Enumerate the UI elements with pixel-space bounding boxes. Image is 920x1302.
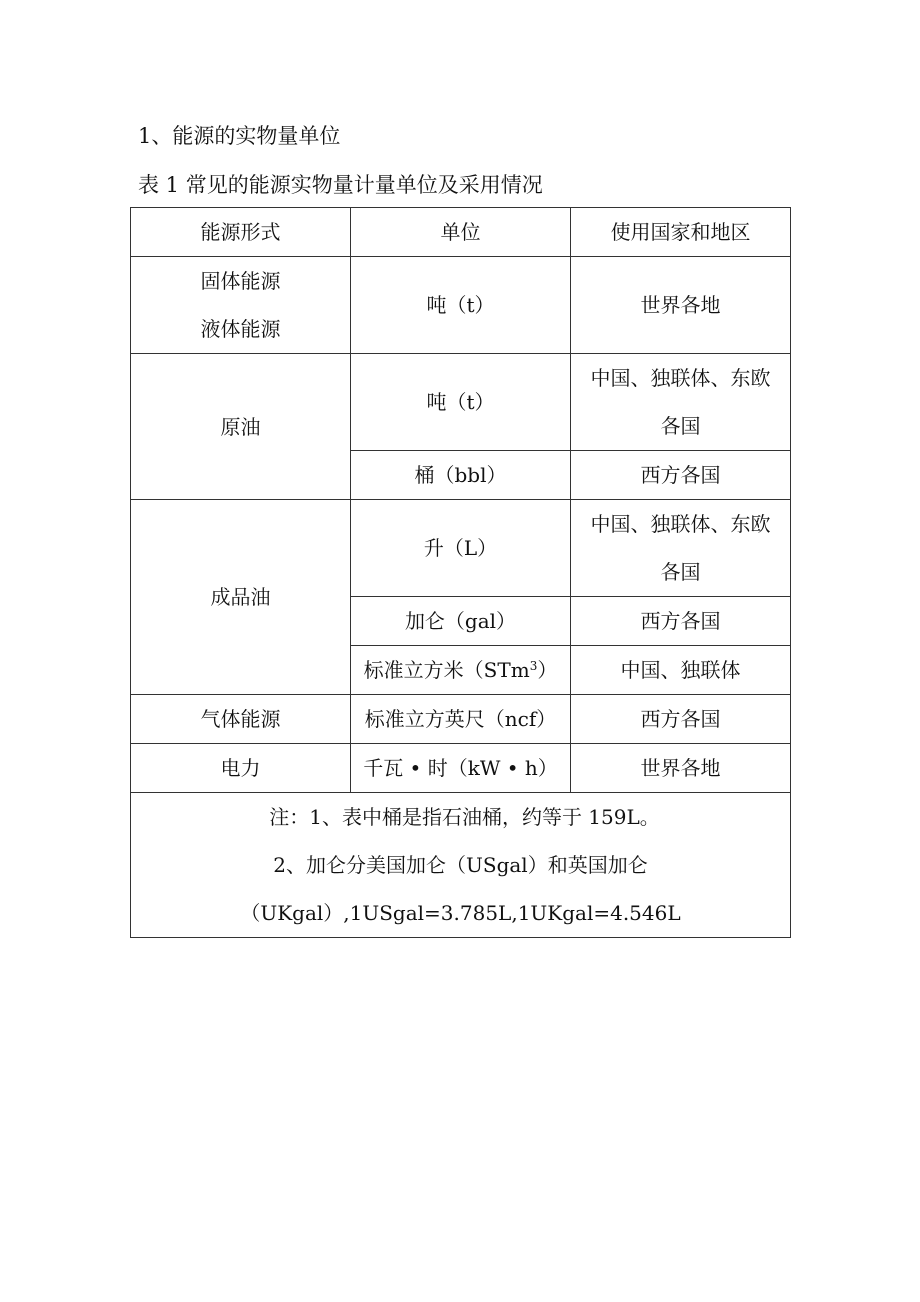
unit-superscript: 3 <box>529 659 538 673</box>
region-cell <box>571 354 791 451</box>
unit-text: 标准立方米（STm <box>363 658 530 682</box>
table-row <box>131 354 791 451</box>
energy-form-text: 液体能源 <box>200 317 281 341</box>
table-row <box>131 695 791 744</box>
region-cell: 西方各国 <box>571 597 791 646</box>
energy-form-cell: 气体能源 <box>131 695 351 744</box>
unit-cell: 加仑（gal） <box>351 597 571 646</box>
unit-cell: 桶（bbl） <box>351 451 571 500</box>
region-text: 各国 <box>660 414 701 438</box>
unit-cell <box>351 646 571 695</box>
table-row <box>131 257 791 354</box>
table-header-row <box>131 208 791 257</box>
section-heading: 1、能源的实物量单位 <box>138 124 341 148</box>
unit-cell: 标准立方英尺（ncf） <box>351 695 571 744</box>
unit-cell: 升（L） <box>351 500 571 597</box>
region-cell: 世界各地 <box>571 744 791 793</box>
notes-cell <box>131 793 791 938</box>
region-text: 中国、独联体、东欧 <box>590 512 771 536</box>
region-cell: 世界各地 <box>571 257 791 354</box>
unit-cell: 吨（t） <box>351 354 571 451</box>
region-cell: 西方各国 <box>571 695 791 744</box>
unit-cell: 千瓦 • 时（kW • h） <box>351 744 571 793</box>
table-caption: 表 1 常见的能源实物量计量单位及采用情况 <box>138 173 543 197</box>
energy-form-cell: 成品油 <box>131 500 351 695</box>
header-region: 使用国家和地区 <box>571 208 791 257</box>
energy-form-text: 固体能源 <box>200 269 281 293</box>
unit-cell: 吨（t） <box>351 257 571 354</box>
table-row <box>131 500 791 597</box>
energy-units-table <box>130 207 791 938</box>
energy-form-cell <box>131 257 351 354</box>
unit-text-tail: ） <box>537 658 558 682</box>
region-cell: 西方各国 <box>571 451 791 500</box>
energy-form-cell: 原油 <box>131 354 351 500</box>
header-unit: 单位 <box>351 208 571 257</box>
region-text: 各国 <box>660 560 701 584</box>
note-line: 2、加仑分美国加仑（USgal）和英国加仑 <box>273 853 648 877</box>
energy-form-cell: 电力 <box>131 744 351 793</box>
region-cell: 中国、独联体 <box>571 646 791 695</box>
header-energy-form: 能源形式 <box>131 208 351 257</box>
note-line: （UKgal）,1USgal=3.785L,1UKgal=4.546L <box>240 901 681 925</box>
table-notes-row <box>131 793 791 938</box>
region-cell <box>571 500 791 597</box>
region-text: 中国、独联体、东欧 <box>590 366 771 390</box>
note-line: 注：1、表中桶是指石油桶，约等于 159L。 <box>269 805 660 829</box>
table-row <box>131 744 791 793</box>
